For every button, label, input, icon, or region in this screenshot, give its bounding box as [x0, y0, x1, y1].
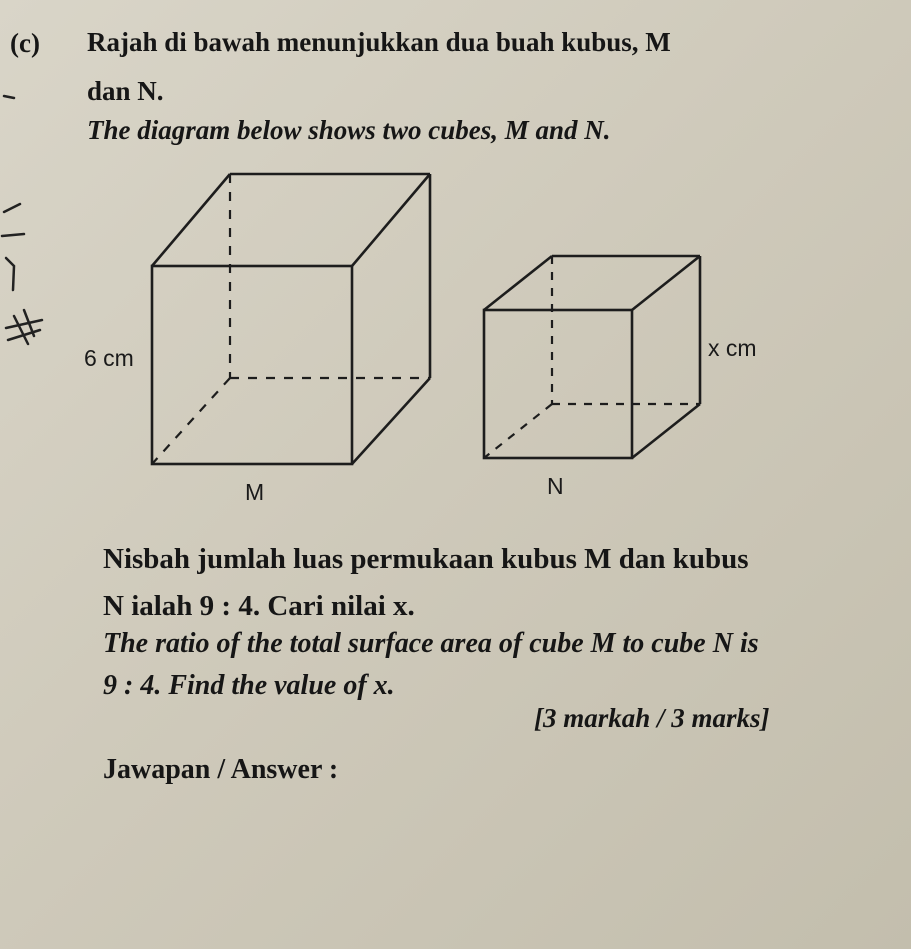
question-en-line: The diagram below shows two cubes, M and N.: [87, 115, 611, 145]
cube-n: [484, 256, 700, 458]
marks-allocation: [3 markah / 3 marks]: [534, 703, 770, 733]
answer-label: Jawapan / Answer :: [103, 754, 339, 785]
task-en-line-2: 9 : 4. Find the value of x.: [103, 670, 395, 701]
cube-n-side-label: x cm: [708, 335, 757, 361]
cubes-diagram: [0, 160, 911, 520]
cube-m-label: M: [245, 479, 265, 505]
question-part-label: (c): [10, 28, 40, 58]
task-en-line-1: The ratio of the total surface area of cube M to cube N is: [103, 628, 759, 659]
question-ms-line-2: dan N.: [87, 76, 164, 106]
cube-m-side-label: 6 cm: [84, 345, 134, 371]
cube-m: [152, 174, 430, 464]
task-ms-line-1: Nisbah jumlah luas permukaan kubus M dan kubus: [103, 543, 749, 575]
question-ms-line-1: Rajah di bawah menunjukkan dua buah kubus, M: [87, 27, 671, 57]
cube-n-label: N: [547, 473, 564, 499]
task-ms-line-2: N ialah 9 : 4. Cari nilai x.: [103, 590, 415, 622]
